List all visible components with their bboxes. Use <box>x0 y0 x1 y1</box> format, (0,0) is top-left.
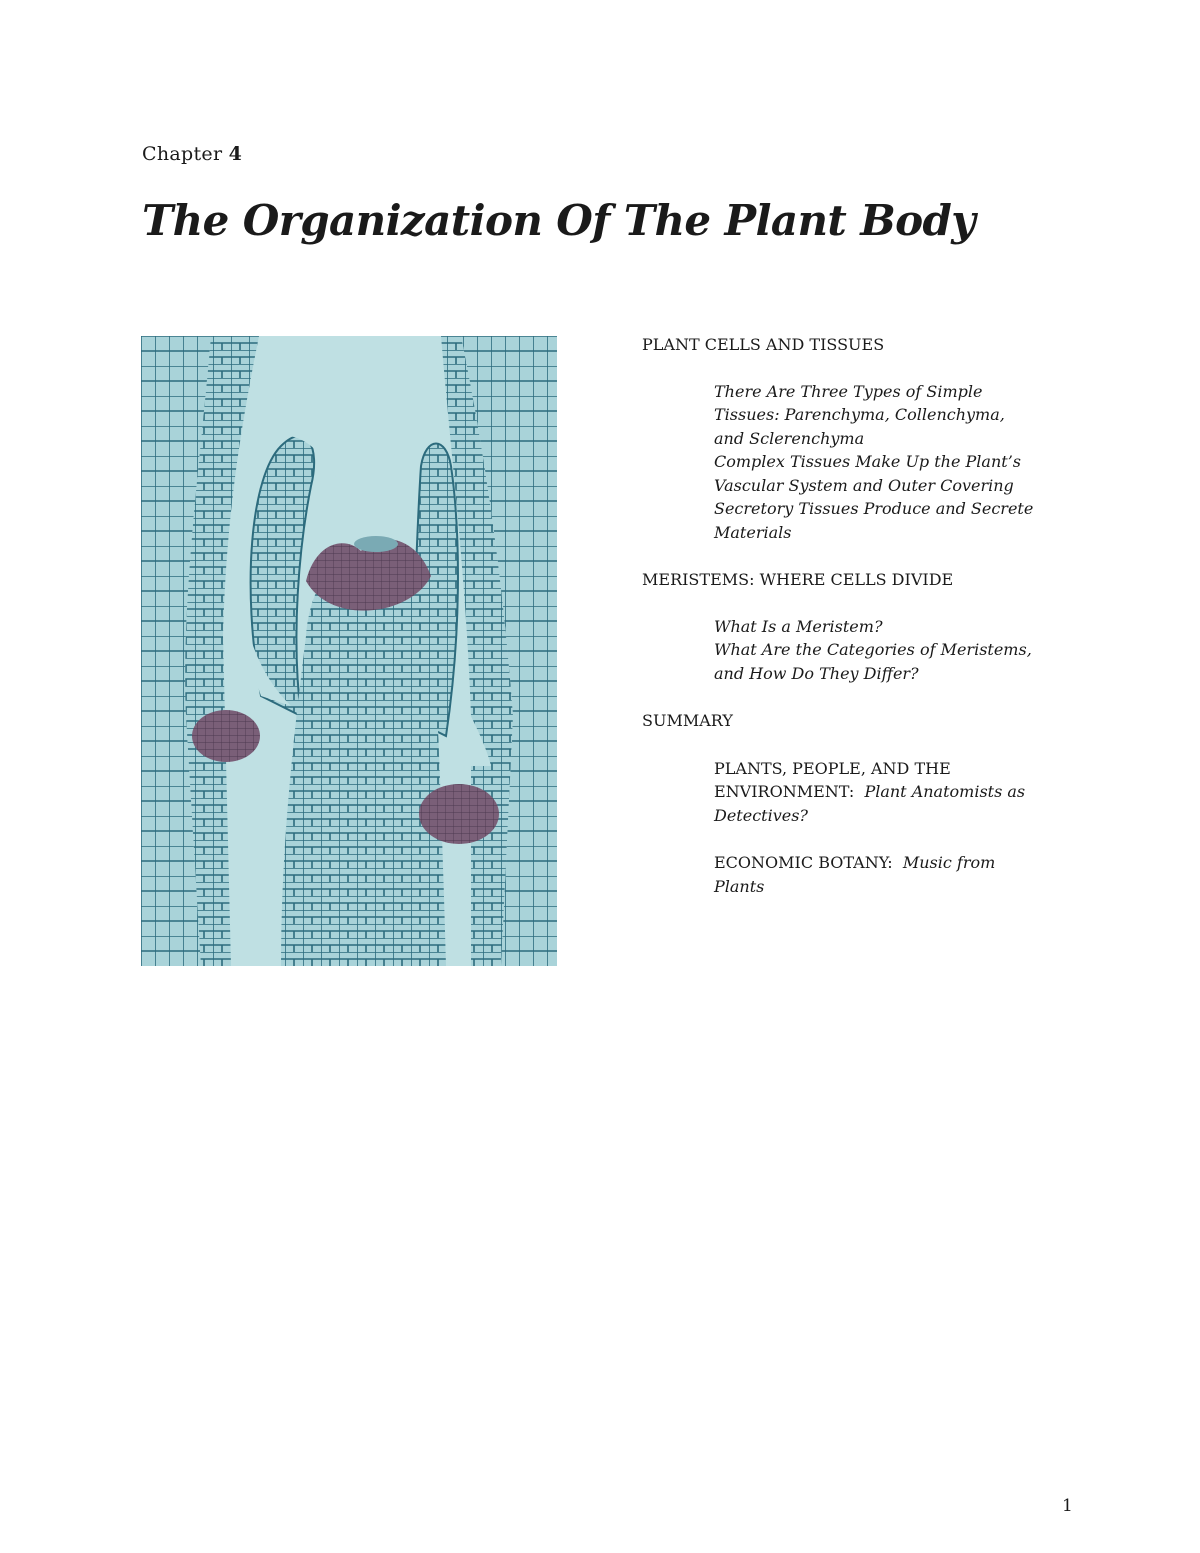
right-axillary-bud <box>419 784 499 844</box>
section-items-meristems <box>714 615 1102 686</box>
feature-label: ECONOMIC BOTANY: <box>714 853 893 872</box>
list-item: Materials <box>714 522 792 542</box>
page-number: 1 <box>1062 1496 1073 1516</box>
list-item: There Are Three Types of Simple <box>714 381 983 401</box>
page-title: The Organization Of The Plant Body <box>142 196 976 245</box>
feature-title-line <box>714 875 1102 899</box>
feature-economic-botany <box>714 851 1102 898</box>
list-item: Tissues: Parenchyma, Collenchyma, <box>714 405 1005 424</box>
section-heading-summary: SUMMARY <box>642 711 733 730</box>
list-item: What Is a Meristem? <box>714 616 883 636</box>
list-item: and Sclerenchyma <box>714 428 865 448</box>
shoot-apex-micrograph <box>141 336 557 966</box>
chapter-contents <box>642 333 1102 921</box>
feature-title: Plant Anatomists as <box>864 782 1026 801</box>
section-heading-plant-cells: PLANT CELLS AND TISSUES <box>642 335 885 354</box>
feature-title: Plants <box>714 876 765 896</box>
feature-label: ENVIRONMENT: <box>714 782 855 801</box>
chapter-number: 4 <box>228 143 243 165</box>
chapter-label <box>142 143 242 165</box>
feature-title-line <box>714 804 1102 828</box>
feature-title: Detectives? <box>714 805 808 825</box>
feature-label-line: PLANTS, PEOPLE, AND THE <box>714 758 951 778</box>
section-items-plant-cells <box>714 380 1102 545</box>
chapter-word: Chapter <box>142 143 223 165</box>
cell-cluster <box>354 536 398 552</box>
list-item: What Are the Categories of Meristems, <box>714 640 1032 659</box>
micrograph-figure <box>141 336 557 966</box>
list-item: Vascular System and Outer Covering <box>714 475 1014 495</box>
feature-title: Music from <box>902 853 996 872</box>
list-item: Secretory Tissues Produce and Secrete <box>714 499 1034 518</box>
left-axillary-bud <box>192 710 260 762</box>
feature-label-line <box>714 780 1102 804</box>
section-heading-meristems: MERISTEMS: WHERE CELLS DIVIDE <box>642 570 954 589</box>
list-item: Complex Tissues Make Up the Plant’s <box>714 452 1021 471</box>
feature-label-line <box>714 851 1102 875</box>
list-item: and How Do They Differ? <box>714 663 919 683</box>
feature-plants-people <box>714 757 1102 828</box>
